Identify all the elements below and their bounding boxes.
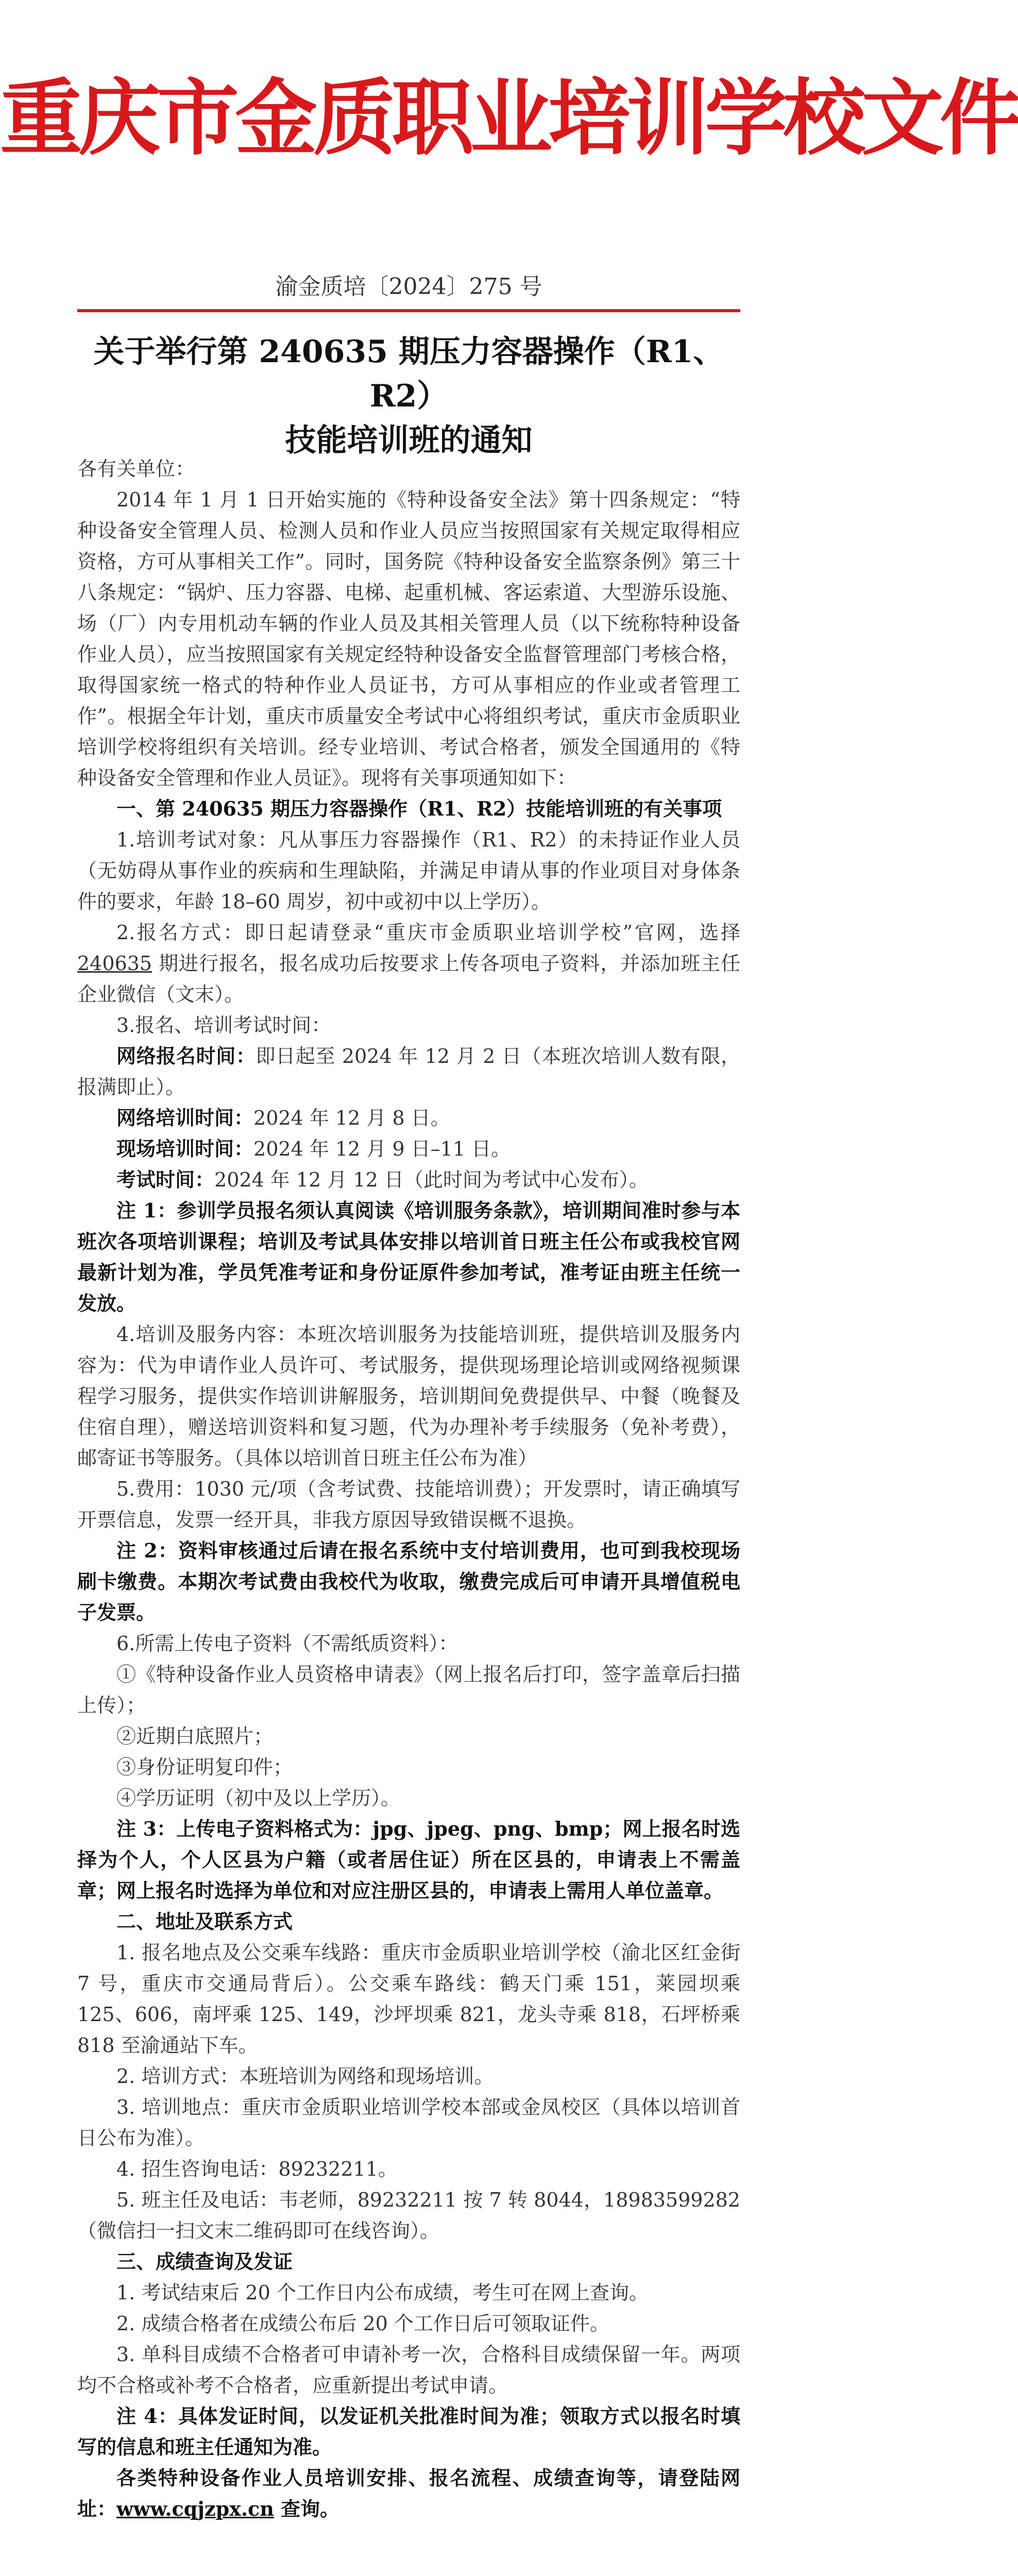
registration-time-label: 网络报名时间： — [116, 1044, 256, 1067]
material-item: ④学历证明（初中及以上学历）。 — [116, 1787, 401, 1809]
registration-time — [77, 1041, 740, 1103]
class-teacher-contact: 5. 班主任及电话：韦老师，89232211 按 7 转 8044，18983599282（微信扫一扫文末二维码即可在线咨询）。 — [77, 2189, 740, 2242]
service-content: 4.培训及服务内容：本班次培训服务为技能培训班，提供培训及服务内容为：代为申请作业人员许可、考试服务，提供现场理论培训或网络视频课程学习服务，提供实作培训讲解服务，培训期间免费提供早、中餐（晚餐及住宿自理），赠送培训资料和复习题，代为办理补考手续服务（免补考费），邮寄证书等服务。（具体以培训首日班主任公布为准） — [77, 1323, 740, 1469]
schedule-heading: 3.报名、培训考试时间： — [116, 1014, 331, 1037]
fee-info: 5.费用：1030 元/项（含考试费、技能培训费）；开发票时，请正确填写开票信息，发票一经开具，非我方原因导致错误概不退换。 — [77, 1478, 740, 1531]
retake-policy: 3. 单科目成绩不合格者可申请补考一次，合格科目成绩保留一年。两项均不合格或补考不合格者，应重新提出考试申请。 — [77, 2343, 740, 2397]
exam-time — [77, 1164, 740, 1195]
document-number: 渝金质培〔2024〕275 号 — [275, 274, 542, 300]
notice-title-line1: 关于举行第 240635 期压力容器操作（R1、R2） — [93, 334, 724, 414]
training-method: 2. 培训方式：本班培训为网络和现场培训。 — [116, 2065, 494, 2088]
registration-method — [77, 917, 740, 1010]
materials-heading: 6.所需上传电子资料（不需纸质资料）： — [116, 1632, 459, 1655]
note-2: 注 2：资料审核通过后请在报名系统中支付培训费用，也可到我校现场刷卡缴费。本期次考试费由我校代为收取，缴费完成后可申请开具增值税电子发票。 — [77, 1539, 740, 1624]
result-query: 1. 考试结束后 20 个工作日内公布成绩，考生可在网上查询。 — [116, 2281, 649, 2304]
notice-body — [77, 453, 740, 2524]
material-item: ②近期白底照片； — [116, 1725, 274, 1748]
header-divider — [77, 309, 740, 312]
onsite-training-label: 现场培训时间： — [116, 1137, 254, 1160]
school-header-title: 重庆市金质职业培训学校文件 — [0, 70, 1018, 166]
closing-text-pre: 各类特种设备作业人员培训安排、报名流程、成绩查询等，请登陆网址： — [77, 2466, 740, 2520]
online-training-value: 2024 年 12 月 8 日。 — [253, 1107, 450, 1129]
section-heading-1: 一、第 240635 期压力容器操作（R1、R2）技能培训班的有关事项 — [116, 797, 722, 820]
training-target: 1.培训考试对象：凡从事压力容器操作（R1、R2）的未持证作业人员（无妨碍从事作业的疾病和生理缺陷，并满足申请从事的作业项目对身体条件的要求，年龄 18–60 周岁，初中或初中以上学历）。 — [77, 828, 740, 913]
closing-paragraph — [77, 2463, 740, 2524]
notice-title — [77, 330, 740, 463]
intro-paragraph: 2014 年 1 月 1 日开始实施的《特种设备安全法》第十四条规定：“特种设备安全管理人员、检测人员和作业人员应当按照国家有关规定取得相应资格，方可从事相关工作”。同时，国务院《特种设备安全监察条例》第三十八条规定：“锅炉、压力容器、电梯、起重机械、客运索道、大型游乐设施、场（厂）内专用机动车辆的作业人员及其相关管理人员（以下统称特种设备作业人员），应当按照国家有关规定经特种设备安全监督管理部门考核合格，取得国家统一格式的特种作业人员证书，方可从事相应的作业或者管理工作”。根据全年计划，重庆市质量安全考试中心将组织考试，重庆市金质职业培训学校将组织有关培训。经专业培训、考试合格者，颁发全国通用的《特种设备安全管理和作业人员证》。现将有关事项通知如下： — [77, 488, 740, 789]
material-item: ③身份证明复印件； — [116, 1756, 293, 1778]
salutation: 各有关单位： — [77, 457, 195, 480]
class-number-link[interactable]: 240635 — [77, 952, 152, 975]
online-training-label: 网络培训时间： — [116, 1106, 254, 1129]
notice-title-line2: 技能培训班的通知 — [285, 422, 533, 459]
note-1: 注 1：参训学员报名须认真阅读《培训服务条款》，培训期间准时参与本班次各项培训课程；培训及考试具体安排以培训首日班主任公布或我校官网最新计划为准，学员凭准考证和身份证原件参加考试，准考证由班主任统一发放。 — [77, 1199, 740, 1315]
section-heading-2: 二、地址及联系方式 — [116, 1910, 293, 1933]
note-3: 注 3：上传电子资料格式为：jpg、jpeg、png、bmp；网上报名时选择为个人，个人区县为户籍（或者居住证）所在区县的，申请表上不需盖章；网上报名时选择为单位和对应注册区县的，申请表上需用人单位盖章。 — [77, 1817, 740, 1902]
online-training-time — [77, 1103, 740, 1133]
registration-method-pre: 2.报名方式：即日起请登录“重庆市金质职业培训学校”官网，选择 — [116, 921, 740, 944]
note-4: 注 4：具体发证时间，以发证机关批准时间为准；领取方式以报名时填写的信息和班主任通知为准。 — [77, 2404, 740, 2459]
section-heading-3: 三、成绩查询及发证 — [116, 2250, 293, 2273]
material-item: ①《特种设备作业人员资格申请表》（网上报名后打印，签字盖章后扫描上传）； — [77, 1663, 740, 1717]
onsite-training-value: 2024 年 12 月 9 日–11 日。 — [253, 1138, 511, 1160]
registration-method-post: 期进行报名，报名成功后按要求上传各项电子资料，并添加班主任企业微信（文末）。 — [77, 952, 740, 1006]
website-link[interactable]: www.cqjzpx.cn — [116, 2497, 274, 2520]
onsite-training-time — [77, 1133, 740, 1164]
certificate-collection: 2. 成绩合格者在成绩公布后 20 个工作日后可领取证件。 — [116, 2312, 609, 2335]
training-location: 3. 培训地点：重庆市金质职业培训学校本部或金凤校区（具体以培训首日公布为准）。 — [77, 2096, 740, 2149]
exam-time-label: 考试时间： — [116, 1168, 215, 1191]
address-info: 1. 报名地点及公交乘车线路：重庆市金质职业培训学校（渝北区红金街 7 号，重庆市交通局背后）。公交乘车路线：鹤天门乘 151，莱园坝乘 125、606，南坪乘 125、149，沙坪坝乘 821，龙头寺乘 818，石坪桥乘 818 至渝通站下车。 — [77, 1941, 740, 2057]
closing-text-post: 查询。 — [274, 2497, 340, 2520]
registration-time-value: 即日起至 2024 年 12 月 2 日（本班次培训人数有限，报满即止）。 — [77, 1045, 740, 1098]
enquiry-phone: 4. 招生咨询电话：89232211。 — [116, 2158, 398, 2180]
exam-time-value: 2024 年 12 月 12 日（此时间为考试中心发布）。 — [214, 1168, 649, 1191]
